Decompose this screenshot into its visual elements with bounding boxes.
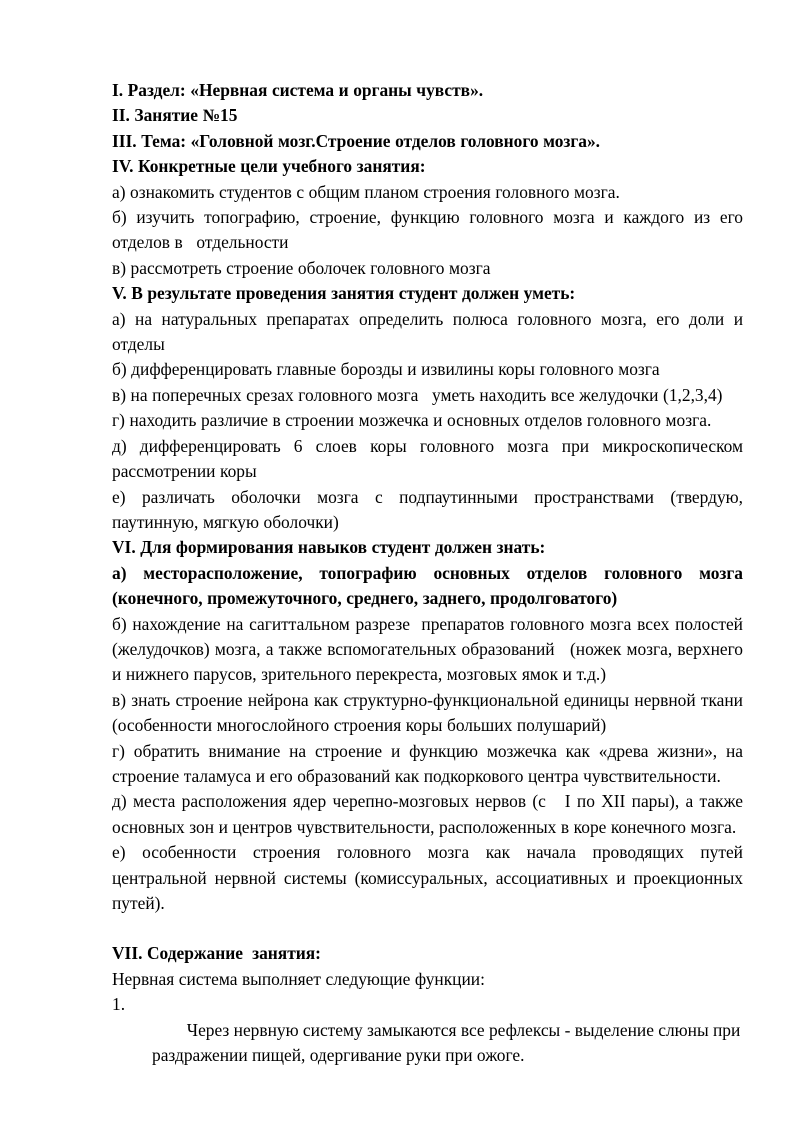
paragraph-iv-a: а) ознакомить студентов с общим планом строения головного мозга.	[112, 181, 620, 202]
list-item	[112, 992, 743, 1094]
paragraph-v-b: б) дифференцировать главные борозды и извилины коры головного мозга	[112, 359, 660, 380]
section-heading-umet: V. В результате проведения занятия студент должен уметь:	[112, 283, 576, 304]
section-heading-razdel: I. Раздел: «Нервная система и органы чувств».	[112, 80, 484, 100]
paragraph-v-d: д) дифференцировать 6 слоев коры головного мозга при микроскопическом рассмотрении коры	[112, 435, 748, 482]
paragraph-vii-intro: Нервная система выполняет следующие функции:	[112, 968, 485, 989]
paragraph-iv-v: в) рассмотреть строение оболочек головного мозга	[112, 257, 491, 278]
paragraph-vi-b: б) нахождение на сагиттальном разрезе препаратов головного мозга всех полостей (желудочков) мозга, а также вспомогательных образований (ножек мозга, верхнего и нижнего парусов, зрительного перекреста, мозговых ямок и т.д.)	[112, 613, 748, 685]
paragraph-v-a: а) на натуральных препаратах определить полюса головного мозга, его доли и отделы	[112, 308, 748, 355]
paragraph-vi-v: в) знать строение нейрона как структурно-функциональной единицы нервной ткани (особенности многослойного строения коры больших полушарий)	[112, 689, 748, 736]
section-heading-zanyatie: II. Занятие №15	[112, 105, 238, 126]
paragraph-iv-b: б) изучить топографию, строение, функцию головного мозга и каждого из его отделов в отдельности	[112, 207, 748, 253]
paragraph-v-g: г) находить различие в строении мозжечка и основных отделов головного мозга.	[112, 410, 712, 431]
functions-list	[112, 992, 743, 1094]
section-heading-znat: VI. Для формирования навыков студент должен знать:	[112, 537, 546, 558]
document-body	[112, 78, 748, 1094]
paragraph-v-e: е) различать оболочки мозга с подпаутинными пространствами (твердую, паутинную, мягкую оболочки)	[112, 486, 748, 532]
section-heading-celi: IV. Конкретные цели учебного занятия:	[112, 156, 426, 177]
paragraph-vi-d: д) места расположения ядер черепно-мозговых нервов (с I по XII пары), а также основных зон и центров чувствительности, расположенных в коре конечного мозга.	[112, 791, 748, 837]
section-heading-tema: III. Тема: «Головной мозг.Строение отделов головного мозга».	[112, 130, 601, 151]
list-item-text: Через нервную систему замыкаются все рефлексы - выделение слюны при раздражении пищей, одергивание руки при ожоге.	[152, 1019, 745, 1066]
section-spacer	[112, 916, 743, 941]
paragraph-vi-a: а) месторасположение, топографию основных отделов головного мозга (конечного, промежуточного, среднего, заднего, продолговатого)	[112, 562, 748, 609]
section-heading-soderzhanie: VII. Содержание занятия:	[112, 943, 321, 964]
list-item-marker: 1.	[112, 994, 126, 1015]
paragraph-v-v: в) на поперечных срезах головного мозга уметь находить все желудочки (1,2,3,4)	[112, 384, 723, 405]
paragraph-vi-e: е) особенности строения головного мозга как начала проводящих путей центральной нервной системы (комиссуральных, ассоциативных и проекционных путей).	[112, 842, 748, 913]
paragraph-vi-g: г) обратить внимание на строение и функцию мозжечка как «древа жизни», на строение таламуса и его образований как подкоркового центра чувствительности.	[112, 740, 748, 786]
